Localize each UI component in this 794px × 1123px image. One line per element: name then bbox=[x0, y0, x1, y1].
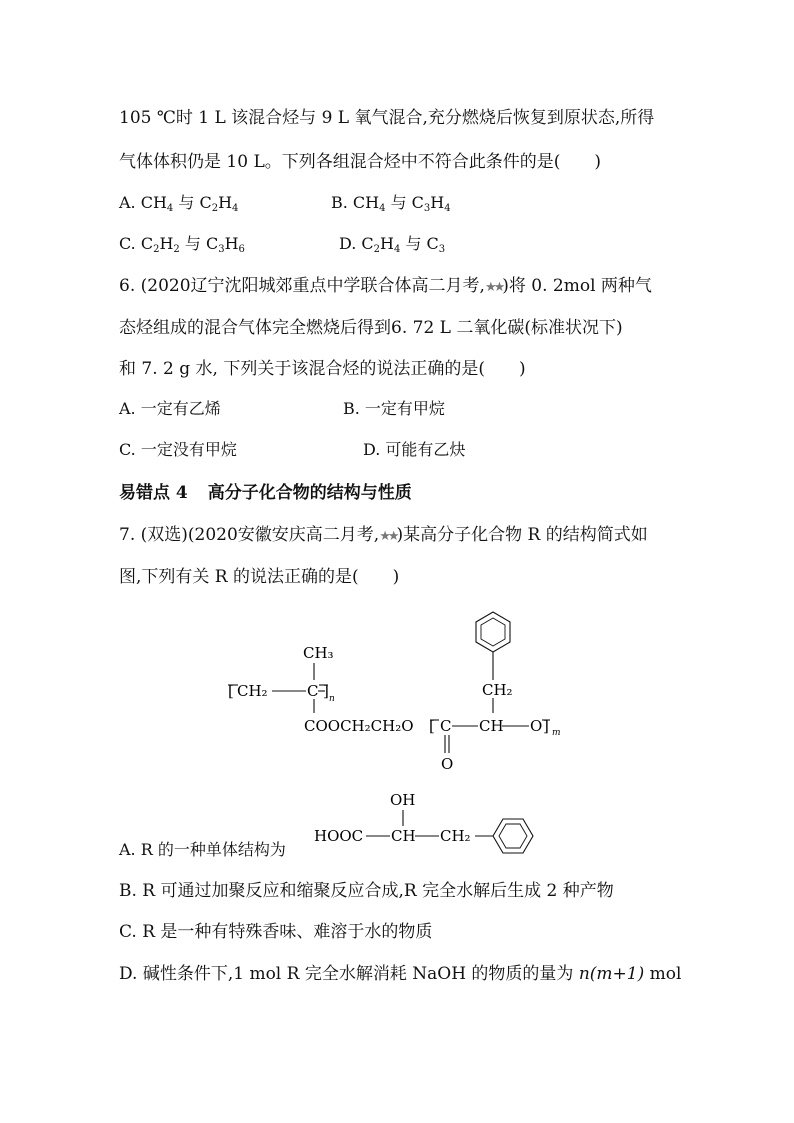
ether-oxygen-label: O bbox=[530, 717, 543, 735]
q6-option-c: C. 一定没有甲烷 bbox=[119, 440, 237, 459]
hydroxyl-label: OH bbox=[390, 791, 416, 809]
difficulty-stars-icon: ★★ bbox=[379, 529, 397, 544]
q7-option-a: A. R 的一种单体结构为 bbox=[119, 840, 286, 859]
difficulty-stars-icon: ★★ bbox=[484, 280, 503, 295]
benzene-ring-icon bbox=[476, 612, 510, 652]
q5-option-d: D. $C_2H_4$ 与 $C_3$ bbox=[339, 234, 446, 255]
monomer-ch-label: CH bbox=[391, 827, 416, 845]
q5-line-2: 气体体积仍是 10 L。下列各组混合烃中不符合此条件的是( ) bbox=[119, 152, 601, 172]
q6-line-2: 态烃组成的混合气体完全燃烧后得到6. 72 L 二氧化碳(标准状况下) bbox=[119, 318, 623, 338]
carboxyl-label: HOOC bbox=[314, 827, 364, 845]
q7-option-b: B. R 可通过加聚反应和缩聚反应合成,R 完全水解后生成 2 种产物 bbox=[119, 881, 614, 901]
benzene-ring-icon bbox=[493, 819, 533, 853]
q7-option-c: C. R 是一种有特殊香味、难溶于水的物质 bbox=[119, 922, 433, 942]
q5-option-c: C. $C_2H_2$ 与 $C_3H_6$ bbox=[119, 234, 245, 255]
section-heading: 易错点 4 高分子化合物的结构与性质 bbox=[119, 483, 412, 503]
svg-text:]: ] bbox=[543, 717, 549, 735]
carbonyl-oxygen-label: O bbox=[441, 755, 454, 773]
q5-option-b: B. $CH_4$ 与 $C_3H_4$ bbox=[331, 193, 451, 214]
q6-option-d: D. 可能有乙炔 bbox=[363, 440, 466, 459]
q6-line-1: 6. (2020辽宁沈阳城郊重点中学联合体高二月考,★★)将 0. 2mol 两种气 bbox=[119, 276, 652, 296]
monomer-ch2-label: CH₂ bbox=[440, 827, 471, 845]
q5-option-a: A. $CH_4$ 与 $C_2H_4$ bbox=[119, 193, 239, 214]
repeat-n-label: n bbox=[329, 694, 335, 704]
q7-option-d: D. 碱性条件下,1 mol R 完全水解消耗 NaOH 的物质的量为 n(m+1) mol bbox=[119, 964, 682, 984]
q6-line-3: 和 7. 2 g 水, 下列关于该混合烃的说法正确的是( ) bbox=[119, 359, 526, 379]
ch2-left-label: CH₂ bbox=[237, 682, 268, 700]
q7-line-2: 图,下列有关 R 的说法正确的是( ) bbox=[119, 567, 400, 587]
ester-linker-label: COOCH₂CH₂O bbox=[304, 717, 414, 735]
methine-label: CH bbox=[479, 717, 504, 735]
acyl-carbon-label: C bbox=[440, 717, 452, 735]
q5-line-1: 105 ℃时 1 L 该混合烃与 9 L 氧气混合,充分燃烧后恢复到原状态,所得 bbox=[119, 108, 655, 128]
quaternary-carbon-label: C bbox=[307, 682, 319, 700]
methyl-label: CH₃ bbox=[303, 644, 334, 662]
q6-option-a: A. 一定有乙烯 bbox=[119, 399, 221, 418]
benzyl-ch2-label: CH₂ bbox=[482, 681, 513, 699]
svg-text:[: [ bbox=[429, 717, 435, 735]
monomer-structure-diagram bbox=[310, 785, 560, 865]
svg-text:]: ] bbox=[323, 682, 329, 700]
q6-option-b: B. 一定有甲烷 bbox=[343, 399, 445, 418]
repeat-m-label: m bbox=[552, 728, 561, 738]
svg-text:[: [ bbox=[228, 682, 234, 700]
q7-line-1: 7. (双选)(2020安徽安庆高二月考,★★)某高分子化合物 R 的结构简式如 bbox=[119, 525, 648, 545]
polymer-structure-diagram bbox=[220, 605, 580, 775]
